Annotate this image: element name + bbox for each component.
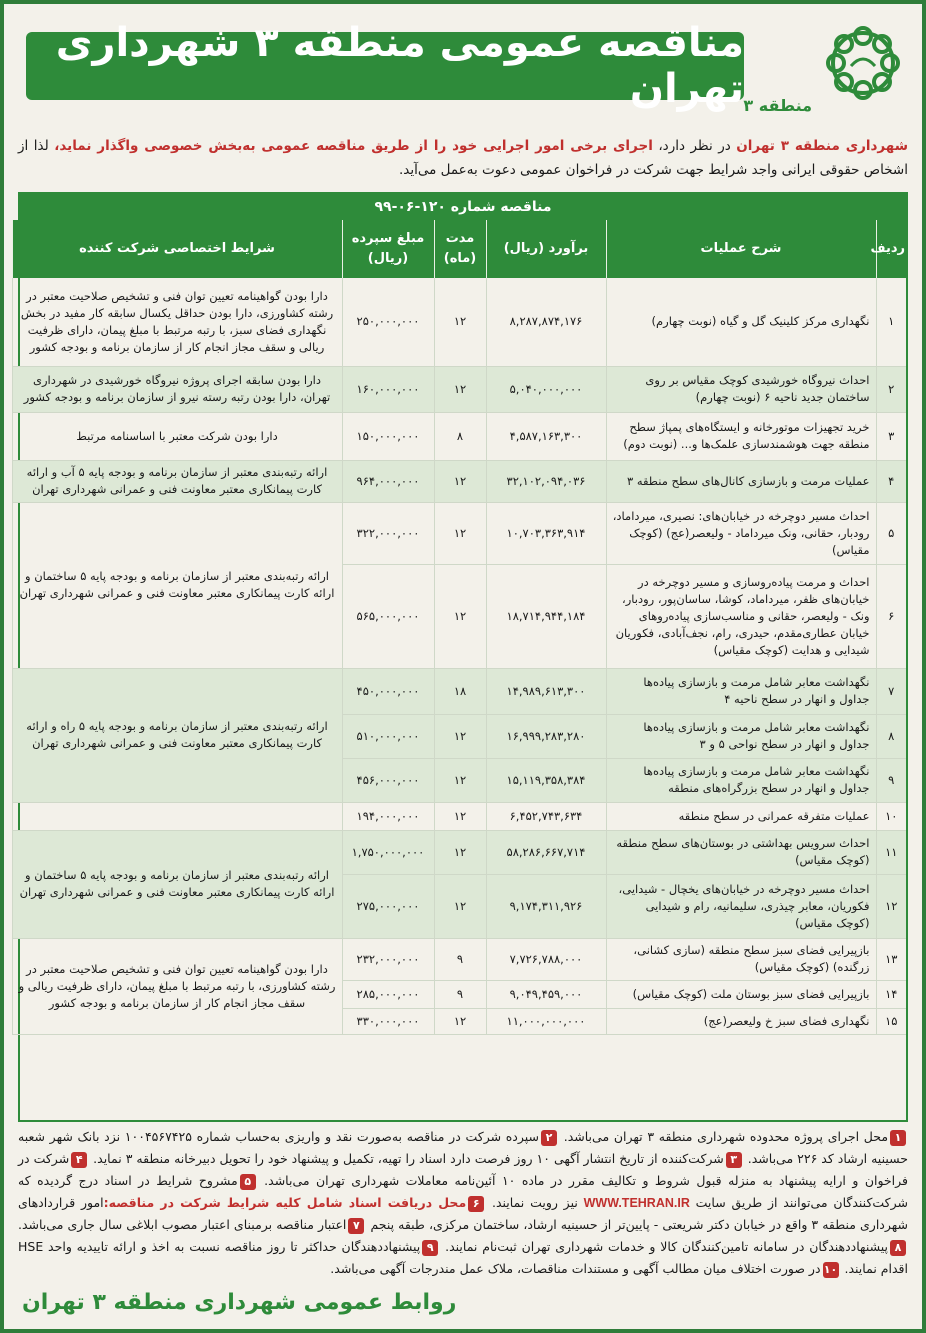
row-duration: ۱۲ [434, 802, 486, 830]
row-duration: ۹ [434, 980, 486, 1008]
public-relations-signature: روابط عمومی شهرداری منطقه ۳ تهران [22, 1290, 457, 1315]
row-number: ۱ [876, 278, 906, 366]
row-conditions: ارائه رتبه‌بندی معتبر از سازمان برنامه و بودجه پایه ۵ ساختمان و ارائه کارت پیمانکاری معتبر معاونت فنی و عمرانی شهرداری تهران [12, 502, 342, 668]
header-deposit: مبلغ سپرده (ریال) [342, 220, 434, 278]
note-badge: ۳ [726, 1152, 742, 1168]
row-description: نگهداشت معابر شامل مرمت و بازسازی پیاده‌ها جداول و انهار در سطح نواحی ۵ و ۳ [606, 714, 876, 758]
row-duration: ۱۲ [434, 366, 486, 412]
row-description: احداث نیروگاه خورشیدی کوچک مقیاس بر روی ساختمان جدید ناحیه ۶ (نوبت چهارم) [606, 366, 876, 412]
row-estimate: ۷,۷۲۶,۷۸۸,۰۰۰ [486, 938, 606, 980]
note-badge: ۵ [240, 1174, 256, 1190]
row-number: ۱۵ [876, 1008, 906, 1034]
row-estimate: ۱۴,۹۸۹,۶۱۳,۳۰۰ [486, 668, 606, 714]
header-row-number: ردیف [876, 220, 906, 278]
row-number: ۷ [876, 668, 906, 714]
row-duration: ۱۲ [434, 460, 486, 502]
row-description: نگهداشت معابر شامل مرمت و بازسازی پیاده‌ها جداول و انهار در سطح بزرگراه‌های منطقه [606, 758, 876, 802]
row-number: ۵ [876, 502, 906, 564]
row-number: ۹ [876, 758, 906, 802]
tehran-municipality-logo-icon [818, 18, 908, 108]
region-label: منطقه ۳ [743, 96, 812, 115]
note-3: شرکت‌کننده از تاریخ انتشار آگهی ۱۰ روز فرصت دارد اسناد را تهیه، تکمیل و پیشنهاد خود را تحویل دبیرخانه منطقه ۳ نماید. [93, 1151, 724, 1166]
row-estimate: ۵,۰۴۰,۰۰۰,۰۰۰ [486, 366, 606, 412]
row-number: ۱۴ [876, 980, 906, 1008]
page-title: مناقصه عمومی منطقه ۳ شهرداری تهران [55, 20, 744, 112]
row-duration: ۱۲ [434, 874, 486, 938]
row-duration: ۸ [434, 412, 486, 460]
note-6: امور قراردادهای شهرداری منطقه ۳ واقع در خیابان دکتر شریعتی - پایین‌تر از حسینیه ارشاد، ساختمان مرکزی، طبقه پنجم [18, 1195, 908, 1232]
row-number: ۳ [876, 412, 906, 460]
note-9: پیشنهاددهندگان حداکثر تا روز مناقصه نسبت به اخذ و ارائه تاییدیه واحد HSE اقدام نمایند. [18, 1239, 908, 1276]
intro-paragraph [18, 134, 908, 182]
row-description: نگهداشت معابر شامل مرمت و بازسازی پیاده‌ها جداول و انهار در سطح ناحیه ۴ [606, 668, 876, 714]
note-badge: ۸ [890, 1240, 906, 1256]
row-deposit: ۴۵۰,۰۰۰,۰۰۰ [342, 668, 434, 714]
row-deposit: ۵۶۵,۰۰۰,۰۰۰ [342, 564, 434, 668]
row-number: ۱۰ [876, 802, 906, 830]
note-4: شرکت در فراخوان و ارایه پیشنهاد به منزله قبول شروط و تکالیف مقرر در ماده ۱۰ آئین‌نامه معاملات شهرداری تهران می‌باشد. [18, 1151, 909, 1188]
table-row [12, 278, 906, 366]
row-description: بازپیرایی فضای سبز بوستان ملت (کوچک مقیاس) [606, 980, 876, 1008]
table-row [12, 938, 906, 980]
note-10: در صورت اختلاف میان مطالب آگهی و مستندات مناقصات، ملاک عمل مندرجات آگهی می‌باشد. [330, 1261, 821, 1276]
row-number: ۲ [876, 366, 906, 412]
row-duration: ۱۲ [434, 830, 486, 874]
note-badge: ۶ [468, 1196, 484, 1212]
row-estimate: ۹,۱۷۴,۳۱۱,۹۲۶ [486, 874, 606, 938]
row-description: احداث مسیر دوچرخه در خیابان‌های: نصیری، میرداماد، رودبار، حقانی، ونک میرداماد - ولیعصر(عج) (کوچک مقیاس) [606, 502, 876, 564]
intro-text-1: در نظر دارد، [652, 138, 737, 154]
table-row [12, 830, 906, 874]
row-conditions: دارا بودن گواهینامه تعیین توان فنی و تشخیص صلاحیت معتبر در رشته کشاورزی، با رتبه مرتبط با مبلغ پیمان، دارای ظرفیت ریالی و سقف مجاز انجام کار از سازمان برنامه و بودجه کشور [12, 938, 342, 1034]
tender-table [18, 192, 908, 1122]
row-estimate: ۱۶,۹۹۹,۲۸۳,۲۸۰ [486, 714, 606, 758]
row-deposit: ۳۳۰,۰۰۰,۰۰۰ [342, 1008, 434, 1034]
row-estimate: ۴,۵۸۷,۱۶۳,۳۰۰ [486, 412, 606, 460]
row-duration: ۹ [434, 938, 486, 980]
note-1: محل اجرای پروژه محدوده شهرداری منطقه ۳ تهران می‌باشد. [563, 1129, 889, 1144]
row-duration: ۱۲ [434, 278, 486, 366]
row-duration: ۱۸ [434, 668, 486, 714]
note-badge: ۴ [71, 1152, 87, 1168]
row-description: عملیات مرمت و بازسازی کانال‌های سطح منطقه ۳ [606, 460, 876, 502]
row-deposit: ۵۱۰,۰۰۰,۰۰۰ [342, 714, 434, 758]
table-row [12, 412, 906, 460]
table-row [12, 502, 906, 564]
row-deposit: ۱,۷۵۰,۰۰۰,۰۰۰ [342, 830, 434, 874]
row-number: ۸ [876, 714, 906, 758]
header-description: شرح عملیات [606, 220, 876, 278]
row-conditions: دارا بودن شرکت معتبر با اساسنامه مرتبط [12, 412, 342, 460]
note-7: اعتبار مناقصه برمبنای اعتبار مصوب ابلاغی سال جاری می‌باشد. [18, 1217, 347, 1232]
row-duration: ۱۲ [434, 758, 486, 802]
table-row [12, 802, 906, 830]
table-row [12, 668, 906, 714]
row-conditions: دارا بودن سابقه اجرای پروژه نیروگاه خورشیدی در شهرداری تهران، دارا بودن رتبه رسته نیرو از سازمان برنامه و بودجه کشور [12, 366, 342, 412]
row-deposit: ۴۵۶,۰۰۰,۰۰۰ [342, 758, 434, 802]
row-description: احداث سرویس بهداشتی در بوستان‌های سطح منطقه (کوچک مقیاس) [606, 830, 876, 874]
header-conditions: شرایط اختصاصی شرکت کننده [12, 220, 342, 278]
intro-text-2: لذا از اشخاص حقوقی ایرانی واجد شرایط جهت شرکت در فراخوان عمومی دعوت به‌عمل می‌آید. [18, 138, 908, 178]
note-badge: ۹ [422, 1240, 438, 1256]
row-deposit: ۹۶۴,۰۰۰,۰۰۰ [342, 460, 434, 502]
header [12, 12, 914, 112]
row-number: ۴ [876, 460, 906, 502]
note-8: پیشنهاددهندگان در سامانه تامین‌کنندگان کالا و خدمات شهرداری تهران ثبت‌نام نمایند. [445, 1239, 888, 1254]
row-deposit: ۲۷۵,۰۰۰,۰۰۰ [342, 874, 434, 938]
title-banner [26, 20, 744, 112]
note-badge: ۱ [890, 1130, 906, 1146]
row-deposit: ۱۹۴,۰۰۰,۰۰۰ [342, 802, 434, 830]
row-number: ۱۳ [876, 938, 906, 980]
row-estimate: ۱۱,۰۰۰,۰۰۰,۰۰۰ [486, 1008, 606, 1034]
row-number: ۱۱ [876, 830, 906, 874]
row-description: عملیات متفرقه عمرانی در سطح منطقه [606, 802, 876, 830]
row-conditions: ارائه رتبه‌بندی معتبر از سازمان برنامه و بودجه پایه ۵ ساختمان و ارائه کارت پیمانکاری معتبر معاونت فنی و عمرانی شهرداری تهران [12, 830, 342, 938]
row-estimate: ۵۸,۲۸۶,۶۶۷,۷۱۴ [486, 830, 606, 874]
note-5: مشروح شرایط در اسناد درج گردیده که شرکت‌کنندگان می‌توانند از طریق سایت [18, 1173, 909, 1210]
table-row [12, 460, 906, 502]
row-estimate: ۶,۴۵۲,۷۴۳,۶۳۴ [486, 802, 606, 830]
notes-section [18, 1126, 908, 1280]
row-description: بازپیرایی فضای سبز سطح منطقه (سازی کشانی، زرگنده) (کوچک مقیاس) [606, 938, 876, 980]
header-duration: مدت (ماه) [434, 220, 486, 278]
row-estimate: ۱۰,۷۰۳,۳۶۳,۹۱۴ [486, 502, 606, 564]
row-duration: ۱۲ [434, 714, 486, 758]
row-deposit: ۲۳۲,۰۰۰,۰۰۰ [342, 938, 434, 980]
tender-number: مناقصه شماره ۱۲۰-۰۶-۹۹ [20, 194, 906, 220]
note-6-heading: محل دریافت اسناد شامل کلیه شرایط شرکت در مناقصه: [103, 1195, 467, 1210]
header-estimate: برآورد (ریال) [486, 220, 606, 278]
note-badge: ۲ [541, 1130, 557, 1146]
table-header-row [12, 220, 906, 278]
note-badge: ۷ [348, 1218, 364, 1234]
row-estimate: ۳۲,۱۰۲,۰۹۴,۰۳۶ [486, 460, 606, 502]
row-conditions: ارائه رتبه‌بندی معتبر از سازمان برنامه و بودجه پایه ۵ راه و ارائه کارت پیمانکاری معتبر معاونت فنی و عمرانی شهرداری تهران [12, 668, 342, 802]
row-description: نگهداری فضای سبز خ ولیعصر(عج) [606, 1008, 876, 1034]
intro-municipality: شهرداری منطقه ۳ تهران [736, 138, 908, 154]
operations-table [12, 220, 907, 1035]
row-number: ۱۲ [876, 874, 906, 938]
table-row [12, 366, 906, 412]
row-description: نگهداری مرکز کلینیک گل و گیاه (نوبت چهارم) [606, 278, 876, 366]
row-deposit: ۲۵۰,۰۰۰,۰۰۰ [342, 278, 434, 366]
note-2: سپرده شرکت در مناقصه به‌صورت نقد و واریزی به‌حساب شماره ۱۰۰۴۵۶۷۴۲۵ نزد بانک شهر شعبه حسینیه ارشاد کد ۲۲۶ می‌باشد. [18, 1129, 908, 1166]
row-deposit: ۳۲۲,۰۰۰,۰۰۰ [342, 502, 434, 564]
row-number: ۶ [876, 564, 906, 668]
row-description: خرید تجهیزات موتورخانه و ایستگاه‌های پمپاژ سطح منطقه جهت هوشمندسازی علمک‌ها و... (نوبت دوم) [606, 412, 876, 460]
row-duration: ۱۲ [434, 564, 486, 668]
row-estimate: ۱۸,۷۱۴,۹۴۴,۱۸۴ [486, 564, 606, 668]
note-5b: نیز رویت نمایند. [491, 1195, 578, 1210]
intro-highlight: اجرای برخی امور اجرایی خود را از طریق مناقصه عمومی به‌بخش خصوصی واگذار نماید، [54, 138, 653, 154]
row-description: احداث مسیر دوچرخه در خیابان‌های یخچال - شیدایی، فکوریان، معابر چیذری، سلیمانیه، رام و شیدایی (کوچک مقیاس) [606, 874, 876, 938]
row-conditions: دارا بودن گواهینامه تعیین توان فنی و تشخیص صلاحیت معتبر در رشته کشاورزی، دارا بودن حداقل یکسال سابقه کار مفید در بخش نگهداری فضای سبز، با رتبه مرتبط با مبلغ پیمان، دارای ظرفیت ریالی و سقف مجاز انجام کار از سازمان برنامه و بودجه کشور [12, 278, 342, 366]
row-deposit: ۱۶۰,۰۰۰,۰۰۰ [342, 366, 434, 412]
note-badge: ۱۰ [823, 1263, 838, 1276]
row-deposit: ۱۵۰,۰۰۰,۰۰۰ [342, 412, 434, 460]
row-estimate: ۱۵,۱۱۹,۳۵۸,۳۸۴ [486, 758, 606, 802]
website-link[interactable]: WWW.TEHRAN.IR [583, 1196, 690, 1210]
row-conditions: ارائه رتبه‌بندی معتبر از سازمان برنامه و بودجه پایه ۵ آب و ارائه کارت پیمانکاری معتبر معاونت فنی و عمرانی شهرداری تهران [12, 460, 342, 502]
row-duration: ۱۲ [434, 502, 486, 564]
row-deposit: ۲۸۵,۰۰۰,۰۰۰ [342, 980, 434, 1008]
row-description: احداث و مرمت پیاده‌روسازی و مسیر دوچرخه در خیابان‌های ظفر، میرداماد، کوشا، ساسان‌پور، رودبار، ونک - ولیعصر، حقانی و مناسب‌سازی پیاده‌روهای خیابان عطاری‌مقدم، حیدری، رام، نجف‌آبادی، فکوریان شیدایی و هدایت (کوچک مقیاس) [606, 564, 876, 668]
row-estimate: ۹,۰۴۹,۴۵۹,۰۰۰ [486, 980, 606, 1008]
row-duration: ۱۲ [434, 1008, 486, 1034]
row-estimate: ۸,۲۸۷,۸۷۴,۱۷۶ [486, 278, 606, 366]
row-conditions [12, 802, 342, 830]
